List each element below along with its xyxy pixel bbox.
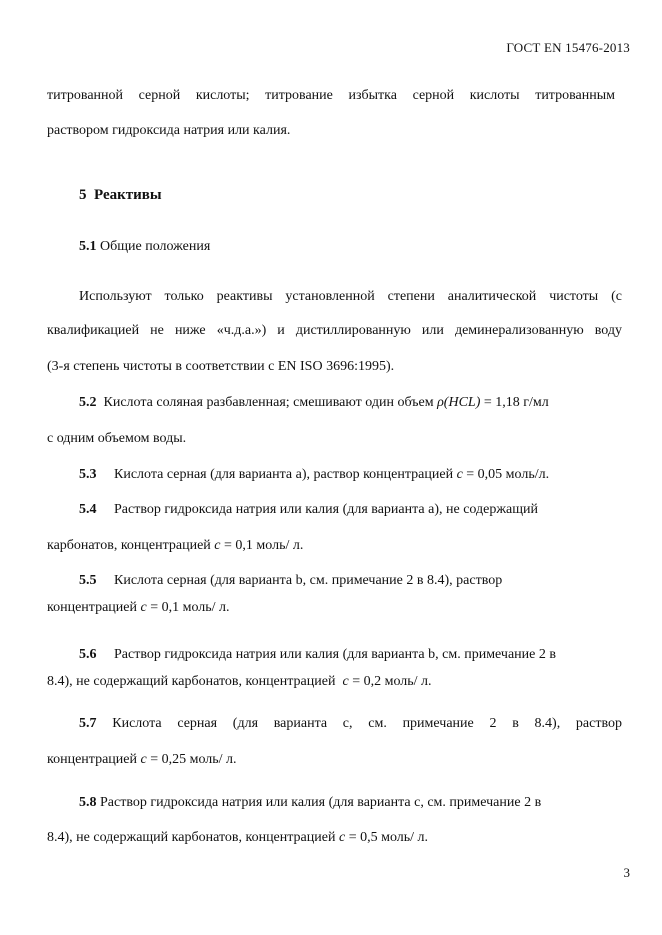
intro-line-1: титрованной серной кислоты; титрование избытка серной кислоты титрованным [47, 88, 615, 103]
concentration: = 0,5 моль/ л. [348, 830, 429, 845]
clause-5-2-line-2: с одним объемом воды. [47, 431, 187, 446]
clause-text: 8.4), не содержащий карбонатов, концентрацией [47, 830, 336, 845]
section-5-heading [79, 187, 162, 203]
clause-text: 8.4), не содержащий карбонатов, концентрацией [47, 674, 336, 689]
clause-5-5-line-2 [47, 600, 230, 616]
variable: c [456, 467, 463, 482]
clause-5-1-line-1: Используют только реактивы установленной степени аналитической чистоты (с [79, 289, 622, 304]
formula: ρ(HCL) [437, 395, 481, 410]
concentration: = 0,2 моль/ л. [352, 674, 432, 689]
clause-5-7-line-1 [79, 716, 622, 732]
section-number: 5 [79, 187, 87, 203]
formula-value: = 1,18 г/мл [483, 395, 549, 410]
clause-text: Кислота серная (для варианта b, см. примечание 2 в 8.4), раствор [114, 573, 503, 588]
clause-number: 5.2 [79, 395, 97, 410]
clause-5-3-line-1 [79, 467, 549, 483]
document-header: ГОСТ EN 15476-2013 [506, 40, 630, 55]
variable: c [342, 674, 349, 689]
clause-text: концентрацией [47, 600, 137, 615]
concentration: = 0,1 моль/ л. [224, 538, 304, 553]
clause-5-6-line-2 [47, 674, 432, 690]
clause-number: 5.1 [79, 239, 97, 254]
variable: c [140, 600, 147, 615]
subsection-5-1-heading [79, 239, 210, 255]
variable: c [338, 830, 346, 845]
variable: c [140, 752, 147, 767]
clause-text: Раствор гидроксида натрия или калия (для варианта a), не содержащий [114, 502, 539, 517]
concentration: = 0,1 моль/ л. [150, 600, 230, 615]
clause-number: 5.8 [79, 795, 97, 810]
concentration: = 0,25 моль/ л. [150, 752, 237, 767]
section-title: Реактивы [94, 187, 162, 203]
clause-number: 5.6 [79, 647, 97, 662]
clause-number: 5.4 [79, 502, 97, 517]
clause-5-1-line-3: (3-я степень чистоты в соответствии с EN ISO 3696:1995). [47, 359, 395, 374]
clause-5-5-line-1 [79, 573, 502, 589]
clause-5-4-line-1 [79, 502, 538, 518]
clause-title: Общие положения [100, 239, 211, 254]
clause-number: 5.7 [79, 716, 97, 731]
intro-line-2: раствором гидроксида натрия или калия. [47, 123, 291, 138]
clause-5-6-line-1 [79, 647, 556, 663]
clause-number: 5.3 [79, 467, 97, 482]
clause-5-8-line-2 [47, 830, 428, 846]
clause-number: 5.5 [79, 573, 97, 588]
concentration: = 0,05 моль/л. [466, 467, 550, 482]
clause-text: карбонатов, концентрацией [47, 538, 211, 553]
variable: c [214, 538, 221, 553]
clause-5-8-line-1 [79, 795, 541, 811]
clause-text: Раствор гидроксида натрия или калия (для варианта c, см. примечание 2 в [100, 795, 542, 810]
page-number: 3 [623, 865, 630, 880]
clause-text: Кислота серная (для варианта c, см. примечание 2 в 8.4), раствор [112, 716, 622, 731]
clause-text: Кислота соляная разбавленная; смешивают один объем [103, 395, 434, 410]
clause-5-2-line-1 [79, 395, 549, 411]
clause-text: концентрацией [47, 752, 137, 767]
clause-text: Раствор гидроксида натрия или калия (для варианта b, см. примечание 2 в [114, 647, 556, 662]
clause-5-1-line-2: квалификацией не ниже «ч.д.а.») и дистиллированную или деминерализованную воду [47, 323, 622, 338]
clause-5-4-line-2 [47, 538, 303, 554]
clause-5-7-line-2 [47, 752, 237, 768]
clause-text: Кислота серная (для варианта a), раствор концентрацией [114, 467, 454, 482]
